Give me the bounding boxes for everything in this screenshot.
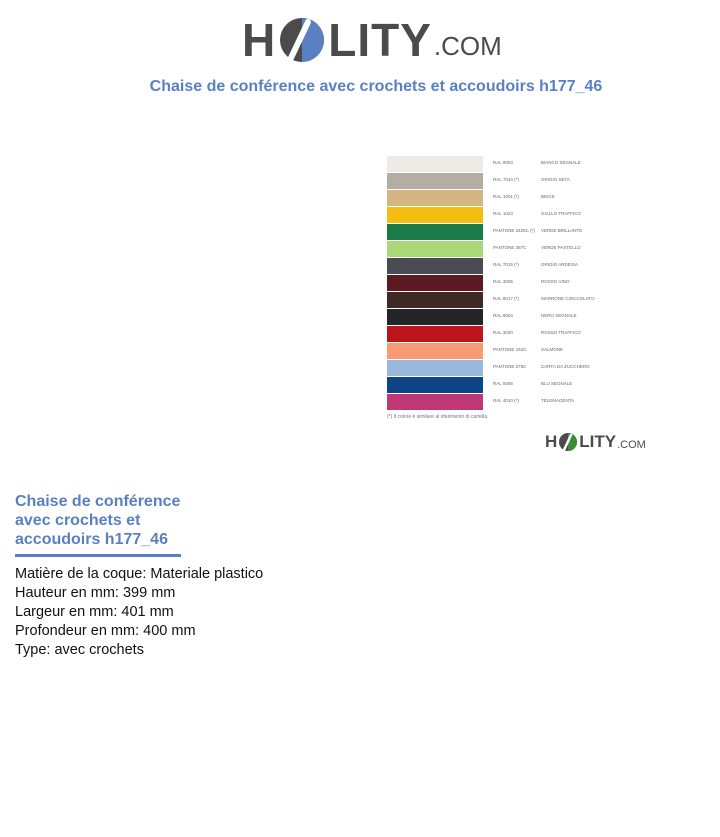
swatch-code: RAL 3020: [493, 330, 513, 335]
swatch-name: GIALLO TRAFFICO: [541, 211, 581, 216]
swatch-row: [387, 241, 639, 257]
swatch-color: [387, 224, 483, 240]
swatch-name: TELEMAGENTA: [541, 398, 575, 403]
swatch-name: SALMONE: [541, 347, 564, 352]
swatch-code: PANTONE 278C: [493, 364, 527, 369]
page-title: Chaise de conférence avec crochets et accoudoirs h177_46: [149, 78, 603, 95]
swatch-note: (*) Il colore è similare al riferimento di cartella.: [387, 414, 489, 420]
swatch-row: [387, 343, 639, 359]
swatch-name: BEIGE: [541, 194, 555, 199]
swatch-row: [387, 190, 639, 206]
swatch-row: [387, 258, 639, 274]
swatch-color: [387, 241, 483, 257]
swatch-row: [387, 377, 639, 393]
swatch-color: [387, 292, 483, 308]
swatch-name: CARTA DA ZUCCHERO: [541, 364, 590, 369]
swatch-row: [387, 156, 639, 172]
swatch-row: [387, 207, 639, 223]
swatch-name: NERO SEGNALE: [541, 313, 577, 318]
mini-logo-letters-lity: LITY: [579, 432, 617, 451]
swatch-code: RAL 9003: [493, 160, 513, 165]
swatch-name: ROSSO TRAFFICO: [541, 330, 581, 335]
mini-logo-letter-h: H: [545, 432, 558, 451]
mini-logo-suffix: .COM: [617, 438, 646, 451]
swatch-row: [387, 292, 639, 308]
spec-material: Matière de la coque: Materiale plastico: [15, 566, 264, 582]
swatch-color: [387, 173, 483, 189]
swatch-name: MARRONE CIOCCOLATO: [541, 296, 595, 301]
swatch-color: [387, 258, 483, 274]
swatch-code: RAL 8017 (*): [493, 296, 519, 301]
product-specs: [15, 565, 263, 660]
swatch-color: [387, 377, 483, 393]
swatch-row: [387, 224, 639, 240]
swatch-name: GRIGIO SETA: [541, 177, 570, 182]
swatch-name: GRIGIO ARDESIA: [541, 262, 579, 267]
product-title: Chaise de conférence avec crochets et accoudoirs h177_46: [15, 493, 181, 548]
swatch-row: [387, 275, 639, 291]
holity-logo: [242, 10, 502, 70]
mini-logo-o-icon: [558, 432, 578, 452]
swatch-code: PANTONE 162C: [493, 347, 527, 352]
swatch-color: [387, 275, 483, 291]
swatch-name: BIANCO SEGNALE: [541, 160, 581, 165]
swatch-color: [387, 190, 483, 206]
swatch-row: [387, 309, 639, 325]
swatch-color: [387, 326, 483, 342]
spec-depth: Profondeur en mm: 400 mm: [15, 623, 196, 639]
logo-wordmark: [242, 16, 502, 64]
logo-letter-h: H: [242, 14, 277, 66]
swatch-code: RAL 1001 (*): [493, 194, 519, 199]
swatch-code: RAL 1023: [493, 211, 513, 216]
swatch-row: [387, 360, 639, 376]
swatch-name: BLU SEGNALE: [541, 381, 573, 386]
swatch-color: [387, 309, 483, 325]
mini-logo-wordmark: [545, 432, 646, 452]
spec-height: Hauteur en mm: 399 mm: [15, 585, 176, 601]
swatch-code: RAL 5005: [493, 381, 513, 386]
swatch-color: [387, 360, 483, 376]
swatch-color: [387, 156, 483, 172]
swatch-row: [387, 326, 639, 342]
swatch-code: RAL 4010 (*): [493, 398, 519, 403]
swatch-code: RAL 7015 (*): [493, 262, 519, 267]
color-chart: [383, 146, 641, 428]
swatch-name: ROSSO VINO: [541, 279, 570, 284]
swatch-color: [387, 394, 483, 410]
logo-letters-lity: LITY: [328, 14, 432, 66]
swatch-name: VERDE BRILLANTE: [541, 228, 583, 233]
title-underline: [15, 554, 181, 557]
swatch-name: VERDE PASTELLO: [541, 245, 581, 250]
swatch-row: [387, 394, 639, 410]
logo-suffix: .COM: [433, 31, 502, 61]
swatch-color: [387, 207, 483, 223]
holity-mini-logo: [545, 432, 646, 452]
swatch-code: RAL 9004: [493, 313, 513, 318]
spec-type: Type: avec crochets: [15, 642, 144, 658]
swatch-code: RAL 3005: [493, 279, 513, 284]
swatch-code: RAL 7044 (*): [493, 177, 519, 182]
swatch-color: [387, 343, 483, 359]
swatch-code: PANTONE 367C: [493, 245, 527, 250]
swatch-code: PANTONE 3425C (*): [493, 228, 535, 233]
swatch-row: [387, 173, 639, 189]
logo-o-icon: [278, 16, 326, 64]
spec-width: Largeur en mm: 401 mm: [15, 604, 174, 620]
